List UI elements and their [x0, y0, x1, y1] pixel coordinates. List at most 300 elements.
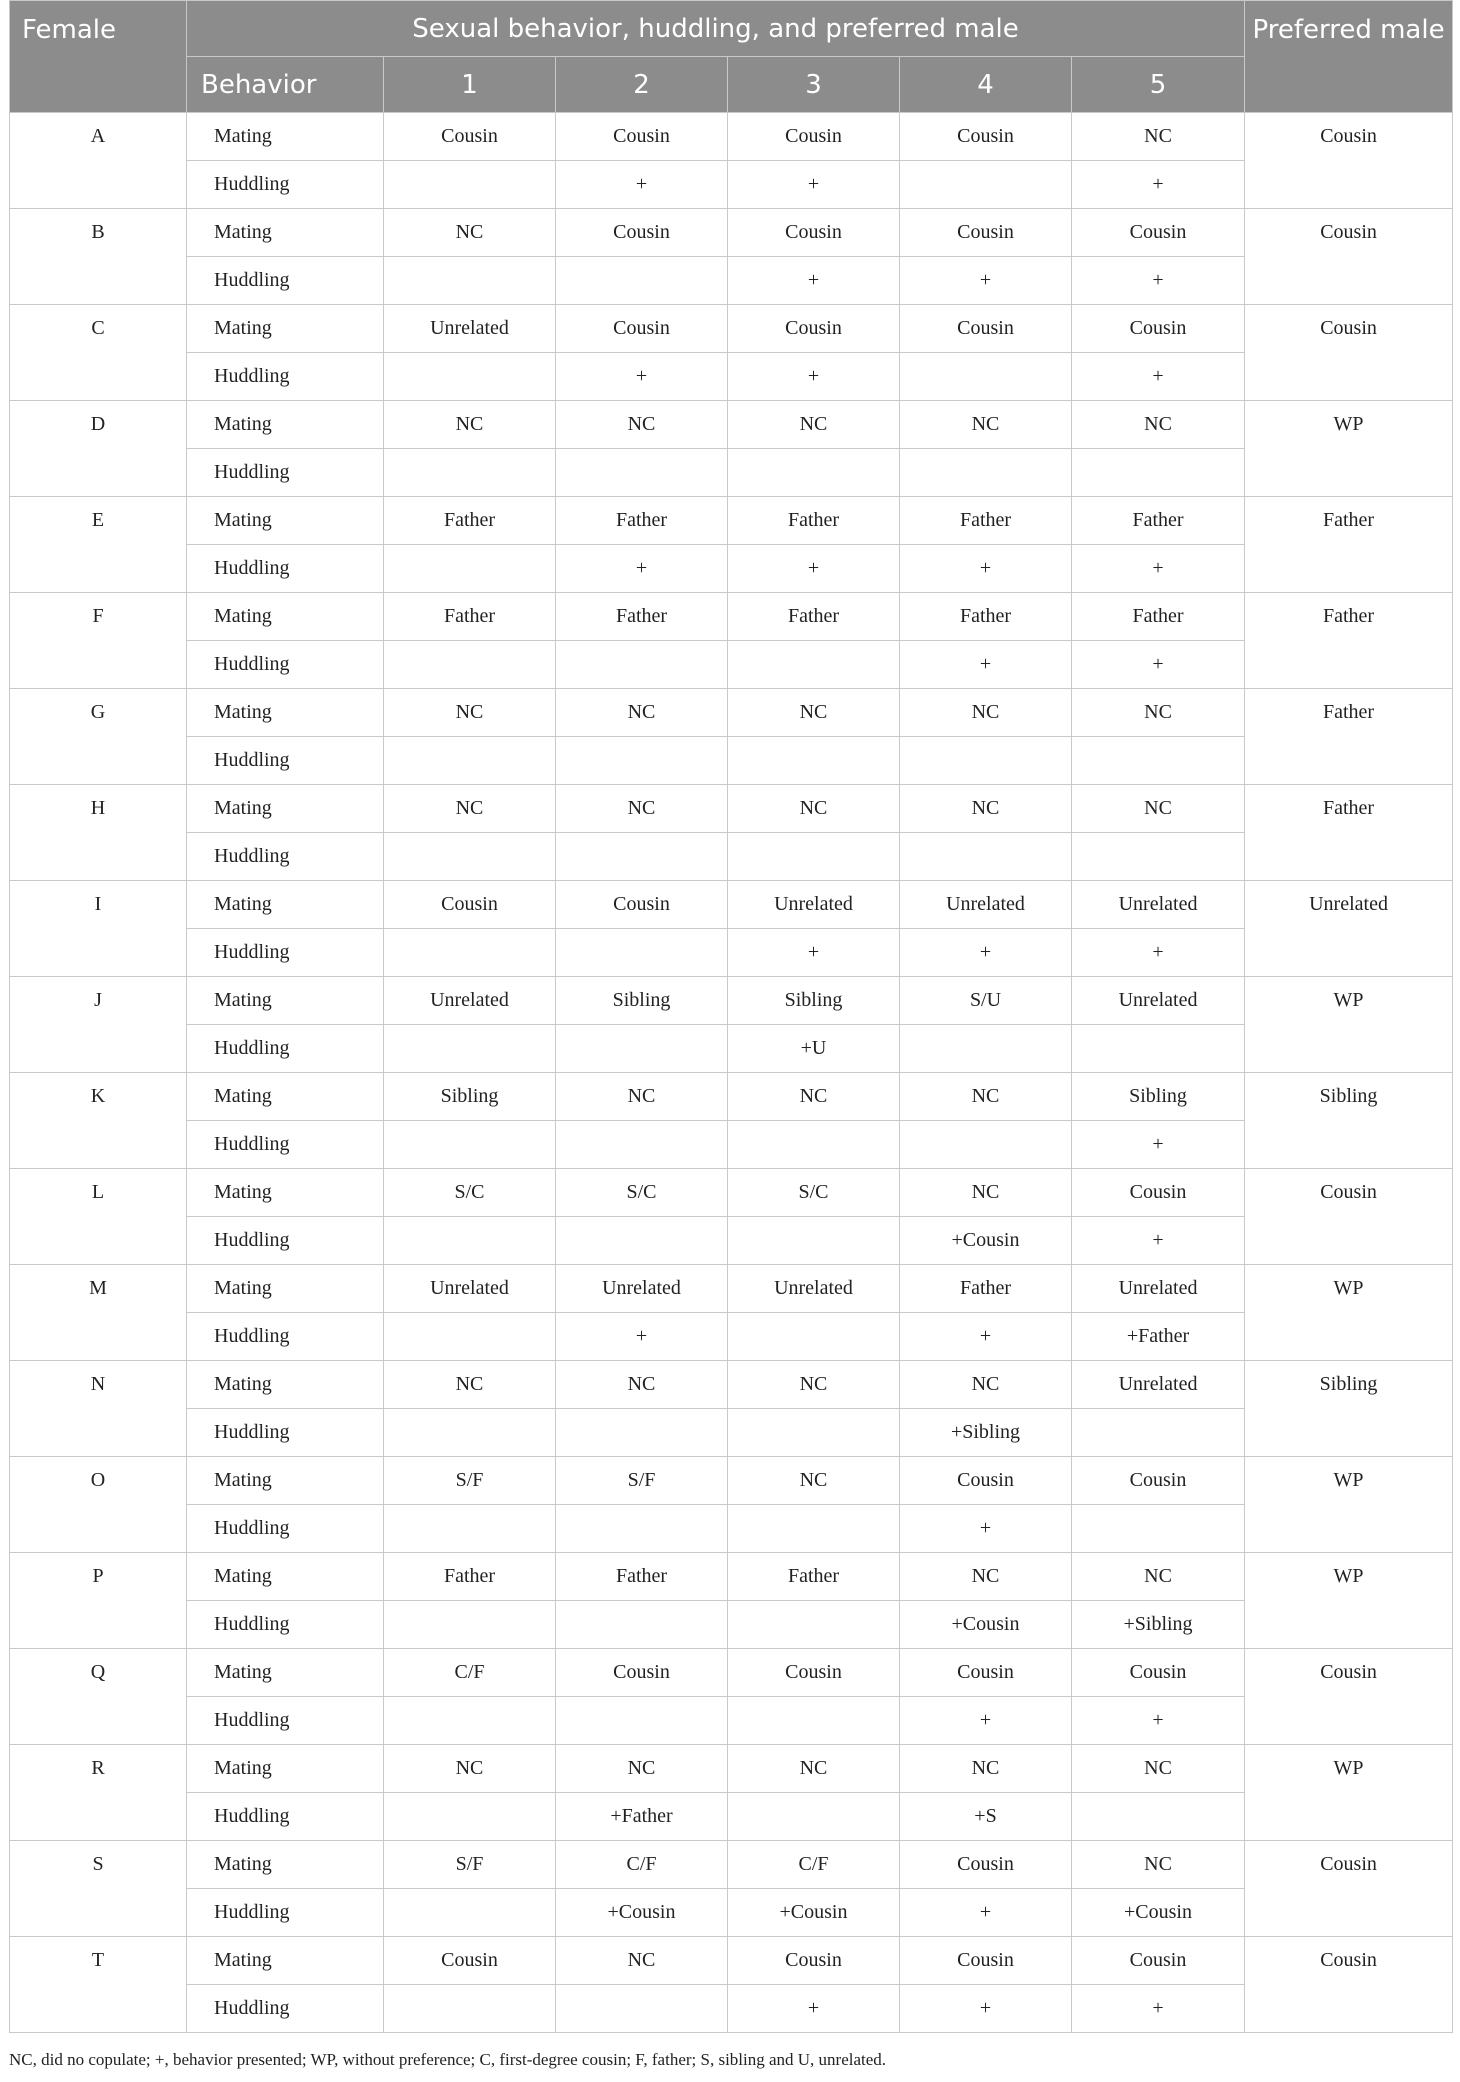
- mating-row: [10, 689, 1453, 737]
- mating-cell: Cousin: [556, 305, 728, 353]
- mating-cell: Cousin: [900, 305, 1072, 353]
- mating-cell: Unrelated: [1072, 1265, 1245, 1313]
- huddling-cell: +: [728, 929, 900, 977]
- huddling-cell: [384, 1985, 556, 2033]
- huddling-cell: [384, 1793, 556, 1841]
- behavior-label-cell: Mating: [187, 1745, 384, 1793]
- mating-cell: Unrelated: [384, 977, 556, 1025]
- mating-row: [10, 1169, 1453, 1217]
- behavior-label-cell: Huddling: [187, 353, 384, 401]
- preferred-male-cell: WP: [1245, 1745, 1453, 1841]
- huddling-cell: [900, 353, 1072, 401]
- huddling-cell: [384, 833, 556, 881]
- huddling-cell: +: [728, 353, 900, 401]
- mating-cell: Unrelated: [1072, 977, 1245, 1025]
- female-id-cell: E: [10, 497, 187, 593]
- mating-row: [10, 497, 1453, 545]
- huddling-cell: [556, 449, 728, 497]
- mating-row: [10, 593, 1453, 641]
- mating-cell: Cousin: [728, 1649, 900, 1697]
- huddling-cell: [728, 1697, 900, 1745]
- mating-cell: Father: [900, 593, 1072, 641]
- huddling-cell: +Sibling: [900, 1409, 1072, 1457]
- mating-cell: Unrelated: [728, 881, 900, 929]
- preferred-male-cell: Cousin: [1245, 1649, 1453, 1745]
- mating-cell: C/F: [384, 1649, 556, 1697]
- huddling-cell: [728, 1313, 900, 1361]
- huddling-cell: [384, 161, 556, 209]
- mating-row: [10, 1553, 1453, 1601]
- huddling-cell: +: [900, 545, 1072, 593]
- mating-row: [10, 1937, 1453, 1985]
- huddling-cell: +: [900, 257, 1072, 305]
- session-header: 3: [728, 57, 900, 113]
- huddling-cell: [728, 1121, 900, 1169]
- huddling-cell: [728, 1793, 900, 1841]
- mating-cell: NC: [900, 1745, 1072, 1793]
- mating-cell: NC: [728, 689, 900, 737]
- female-column-header: Female: [10, 1, 187, 113]
- huddling-cell: +: [1072, 1985, 1245, 2033]
- mating-cell: Father: [900, 497, 1072, 545]
- female-id-cell: C: [10, 305, 187, 401]
- huddling-cell: +: [1072, 641, 1245, 689]
- huddling-cell: +: [728, 257, 900, 305]
- mating-cell: Cousin: [1072, 209, 1245, 257]
- huddling-cell: +: [900, 1889, 1072, 1937]
- mating-cell: NC: [556, 1073, 728, 1121]
- mating-cell: S/F: [556, 1457, 728, 1505]
- mating-cell: NC: [384, 785, 556, 833]
- mating-cell: Cousin: [900, 1457, 1072, 1505]
- huddling-row: [10, 449, 1453, 497]
- preferred-male-cell: WP: [1245, 977, 1453, 1073]
- group-header: Sexual behavior, huddling, and preferred male: [187, 1, 1245, 57]
- huddling-row: [10, 1409, 1453, 1457]
- huddling-cell: [728, 449, 900, 497]
- huddling-cell: [728, 737, 900, 785]
- mating-cell: Cousin: [728, 1937, 900, 1985]
- behavior-label-cell: Mating: [187, 977, 384, 1025]
- mating-row: [10, 977, 1453, 1025]
- session-header: 5: [1072, 57, 1245, 113]
- behavior-label-cell: Mating: [187, 497, 384, 545]
- mating-cell: Cousin: [728, 113, 900, 161]
- huddling-row: [10, 1601, 1453, 1649]
- mating-cell: Unrelated: [384, 305, 556, 353]
- huddling-cell: [900, 161, 1072, 209]
- huddling-cell: [1072, 1409, 1245, 1457]
- mating-cell: S/C: [556, 1169, 728, 1217]
- female-id-cell: G: [10, 689, 187, 785]
- huddling-cell: +U: [728, 1025, 900, 1073]
- behavior-label-cell: Mating: [187, 785, 384, 833]
- header-row-sub: [10, 57, 1453, 113]
- female-id-cell: B: [10, 209, 187, 305]
- preferred-male-cell: WP: [1245, 1553, 1453, 1649]
- mating-cell: NC: [1072, 1841, 1245, 1889]
- huddling-cell: [556, 737, 728, 785]
- mating-cell: NC: [1072, 1553, 1245, 1601]
- huddling-cell: +: [1072, 1121, 1245, 1169]
- behavior-label-cell: Huddling: [187, 1793, 384, 1841]
- huddling-row: [10, 1121, 1453, 1169]
- huddling-cell: [900, 1121, 1072, 1169]
- mating-row: [10, 1457, 1453, 1505]
- huddling-cell: [1072, 1793, 1245, 1841]
- huddling-cell: [1072, 449, 1245, 497]
- behavior-column-header: Behavior: [187, 57, 384, 113]
- huddling-cell: [728, 1217, 900, 1265]
- huddling-cell: [1072, 833, 1245, 881]
- mating-cell: NC: [728, 1457, 900, 1505]
- behavior-label-cell: Huddling: [187, 161, 384, 209]
- session-header: 4: [900, 57, 1072, 113]
- preferred-male-cell: WP: [1245, 401, 1453, 497]
- mating-cell: Cousin: [900, 1841, 1072, 1889]
- huddling-cell: [384, 257, 556, 305]
- huddling-row: [10, 1217, 1453, 1265]
- mating-cell: Cousin: [1072, 1937, 1245, 1985]
- huddling-cell: [728, 1409, 900, 1457]
- mating-cell: Cousin: [900, 113, 1072, 161]
- mating-cell: Father: [384, 497, 556, 545]
- mating-cell: Unrelated: [728, 1265, 900, 1313]
- behavior-label-cell: Huddling: [187, 1025, 384, 1073]
- huddling-cell: +Cousin: [556, 1889, 728, 1937]
- mating-cell: Cousin: [728, 209, 900, 257]
- huddling-cell: [728, 641, 900, 689]
- huddling-cell: [384, 353, 556, 401]
- mating-cell: NC: [384, 1361, 556, 1409]
- behavior-label-cell: Mating: [187, 113, 384, 161]
- mating-cell: NC: [728, 1361, 900, 1409]
- mating-cell: Unrelated: [1072, 1361, 1245, 1409]
- behavior-label-cell: Huddling: [187, 1601, 384, 1649]
- huddling-cell: [900, 449, 1072, 497]
- mating-cell: NC: [1072, 1745, 1245, 1793]
- behavior-label-cell: Huddling: [187, 929, 384, 977]
- huddling-cell: +: [1072, 257, 1245, 305]
- mating-cell: NC: [1072, 401, 1245, 449]
- mating-cell: Sibling: [384, 1073, 556, 1121]
- mating-cell: Sibling: [728, 977, 900, 1025]
- huddling-cell: [556, 1121, 728, 1169]
- mating-row: [10, 1265, 1453, 1313]
- huddling-cell: [384, 1697, 556, 1745]
- huddling-row: [10, 1985, 1453, 2033]
- huddling-cell: [556, 1697, 728, 1745]
- behavior-label-cell: Huddling: [187, 449, 384, 497]
- behavior-label-cell: Mating: [187, 593, 384, 641]
- female-id-cell: N: [10, 1361, 187, 1457]
- mating-cell: NC: [900, 689, 1072, 737]
- huddling-cell: +: [556, 1313, 728, 1361]
- mating-cell: Cousin: [728, 305, 900, 353]
- female-id-cell: S: [10, 1841, 187, 1937]
- mating-cell: NC: [384, 1745, 556, 1793]
- huddling-cell: [384, 1505, 556, 1553]
- mating-cell: Unrelated: [1072, 881, 1245, 929]
- mating-cell: NC: [728, 1745, 900, 1793]
- table-container: [9, 0, 1452, 2033]
- huddling-row: [10, 1505, 1453, 1553]
- huddling-cell: +Sibling: [1072, 1601, 1245, 1649]
- huddling-cell: [384, 1025, 556, 1073]
- mating-cell: NC: [1072, 113, 1245, 161]
- mating-cell: Cousin: [556, 209, 728, 257]
- mating-row: [10, 1649, 1453, 1697]
- mating-cell: C/F: [728, 1841, 900, 1889]
- preferred-male-cell: Cousin: [1245, 1841, 1453, 1937]
- huddling-cell: +: [900, 1985, 1072, 2033]
- session-header: 1: [384, 57, 556, 113]
- mating-cell: Cousin: [384, 881, 556, 929]
- mating-row: [10, 785, 1453, 833]
- huddling-cell: +: [556, 161, 728, 209]
- mating-cell: Father: [384, 593, 556, 641]
- huddling-cell: [556, 257, 728, 305]
- huddling-row: [10, 353, 1453, 401]
- session-header: 2: [556, 57, 728, 113]
- behavior-label-cell: Huddling: [187, 257, 384, 305]
- mating-cell: NC: [384, 401, 556, 449]
- huddling-cell: +: [728, 161, 900, 209]
- mating-cell: NC: [1072, 785, 1245, 833]
- behavior-label-cell: Mating: [187, 1553, 384, 1601]
- huddling-cell: [384, 737, 556, 785]
- behavior-label-cell: Mating: [187, 1457, 384, 1505]
- mating-cell: Cousin: [556, 113, 728, 161]
- huddling-cell: [728, 833, 900, 881]
- mating-row: [10, 1361, 1453, 1409]
- huddling-cell: +: [900, 1697, 1072, 1745]
- mating-cell: NC: [728, 1073, 900, 1121]
- preferred-male-cell: Sibling: [1245, 1361, 1453, 1457]
- mating-cell: Cousin: [900, 209, 1072, 257]
- huddling-cell: [1072, 1025, 1245, 1073]
- huddling-cell: [556, 641, 728, 689]
- huddling-cell: [384, 1217, 556, 1265]
- mating-cell: Cousin: [1072, 1457, 1245, 1505]
- mating-row: [10, 209, 1453, 257]
- preferred-male-cell: Cousin: [1245, 113, 1453, 209]
- mating-cell: NC: [900, 1073, 1072, 1121]
- huddling-cell: [384, 929, 556, 977]
- mating-cell: Father: [1072, 497, 1245, 545]
- behavior-label-cell: Huddling: [187, 1505, 384, 1553]
- huddling-cell: +: [900, 929, 1072, 977]
- female-id-cell: F: [10, 593, 187, 689]
- female-id-cell: P: [10, 1553, 187, 1649]
- behavior-table: [9, 0, 1453, 2033]
- mating-row: [10, 1073, 1453, 1121]
- behavior-label-cell: Huddling: [187, 545, 384, 593]
- mating-cell: NC: [556, 1745, 728, 1793]
- female-id-cell: A: [10, 113, 187, 209]
- huddling-cell: [384, 1121, 556, 1169]
- behavior-label-cell: Huddling: [187, 833, 384, 881]
- huddling-cell: [900, 1025, 1072, 1073]
- huddling-cell: +Cousin: [1072, 1889, 1245, 1937]
- female-id-cell: K: [10, 1073, 187, 1169]
- table-header: [10, 1, 1453, 113]
- preferred-male-cell: Cousin: [1245, 209, 1453, 305]
- huddling-cell: +: [900, 1505, 1072, 1553]
- mating-cell: NC: [1072, 689, 1245, 737]
- behavior-label-cell: Mating: [187, 1073, 384, 1121]
- huddling-row: [10, 641, 1453, 689]
- mating-cell: S/F: [384, 1841, 556, 1889]
- mating-cell: Cousin: [1072, 1649, 1245, 1697]
- huddling-cell: [556, 1985, 728, 2033]
- mating-cell: Cousin: [900, 1649, 1072, 1697]
- huddling-cell: [900, 833, 1072, 881]
- table-body: [10, 113, 1453, 2033]
- huddling-cell: +: [1072, 545, 1245, 593]
- huddling-cell: +Father: [556, 1793, 728, 1841]
- mating-cell: S/C: [384, 1169, 556, 1217]
- mating-cell: Cousin: [900, 1937, 1072, 1985]
- mating-cell: NC: [900, 785, 1072, 833]
- huddling-cell: +: [900, 1313, 1072, 1361]
- mating-cell: Father: [728, 1553, 900, 1601]
- behavior-label-cell: Huddling: [187, 1985, 384, 2033]
- behavior-label-cell: Mating: [187, 881, 384, 929]
- huddling-row: [10, 161, 1453, 209]
- huddling-cell: +: [1072, 929, 1245, 977]
- mating-cell: Unrelated: [900, 881, 1072, 929]
- huddling-row: [10, 833, 1453, 881]
- mating-cell: NC: [384, 209, 556, 257]
- mating-cell: NC: [384, 689, 556, 737]
- female-id-cell: L: [10, 1169, 187, 1265]
- mating-cell: NC: [728, 401, 900, 449]
- behavior-label-cell: Mating: [187, 689, 384, 737]
- huddling-cell: [556, 1217, 728, 1265]
- preferred-male-cell: Sibling: [1245, 1073, 1453, 1169]
- mating-cell: NC: [556, 1361, 728, 1409]
- huddling-cell: [384, 545, 556, 593]
- mating-cell: NC: [900, 401, 1072, 449]
- female-id-cell: M: [10, 1265, 187, 1361]
- female-id-cell: O: [10, 1457, 187, 1553]
- mating-cell: Cousin: [384, 113, 556, 161]
- mating-cell: Unrelated: [556, 1265, 728, 1313]
- behavior-label-cell: Mating: [187, 1361, 384, 1409]
- huddling-cell: +Father: [1072, 1313, 1245, 1361]
- huddling-cell: +S: [900, 1793, 1072, 1841]
- huddling-cell: [728, 1601, 900, 1649]
- preferred-male-cell: Father: [1245, 497, 1453, 593]
- preferred-male-cell: Cousin: [1245, 305, 1453, 401]
- behavior-label-cell: Huddling: [187, 737, 384, 785]
- mating-cell: Cousin: [556, 1649, 728, 1697]
- behavior-label-cell: Mating: [187, 401, 384, 449]
- behavior-label-cell: Huddling: [187, 1217, 384, 1265]
- huddling-row: [10, 257, 1453, 305]
- behavior-label-cell: Huddling: [187, 1121, 384, 1169]
- mating-cell: NC: [728, 785, 900, 833]
- behavior-label-cell: Huddling: [187, 641, 384, 689]
- mating-row: [10, 401, 1453, 449]
- huddling-cell: +Cousin: [728, 1889, 900, 1937]
- mating-cell: S/F: [384, 1457, 556, 1505]
- huddling-cell: [556, 1505, 728, 1553]
- mating-cell: NC: [556, 689, 728, 737]
- behavior-label-cell: Mating: [187, 305, 384, 353]
- mating-cell: Father: [556, 497, 728, 545]
- huddling-cell: +: [556, 545, 728, 593]
- mating-cell: Father: [1072, 593, 1245, 641]
- huddling-cell: +: [728, 1985, 900, 2033]
- mating-cell: Father: [556, 593, 728, 641]
- mating-cell: NC: [900, 1169, 1072, 1217]
- huddling-cell: +: [900, 641, 1072, 689]
- mating-cell: Father: [728, 593, 900, 641]
- huddling-cell: [384, 1601, 556, 1649]
- huddling-cell: [556, 1025, 728, 1073]
- mating-cell: Cousin: [1072, 1169, 1245, 1217]
- female-id-cell: T: [10, 1937, 187, 2033]
- huddling-cell: [556, 1601, 728, 1649]
- huddling-cell: +: [1072, 1217, 1245, 1265]
- mating-cell: Father: [728, 497, 900, 545]
- behavior-label-cell: Huddling: [187, 1313, 384, 1361]
- behavior-label-cell: Mating: [187, 1841, 384, 1889]
- huddling-cell: +: [1072, 161, 1245, 209]
- preferred-male-cell: Father: [1245, 785, 1453, 881]
- table-footnote: NC, did no copulate; +, behavior presented; WP, without preference; C, first-degree cousin; F, father; S, sibling and U, unrelated.: [9, 2050, 887, 2069]
- huddling-cell: [1072, 737, 1245, 785]
- huddling-cell: [384, 641, 556, 689]
- huddling-row: [10, 545, 1453, 593]
- preferred-male-cell: Father: [1245, 689, 1453, 785]
- mating-row: [10, 881, 1453, 929]
- behavior-label-cell: Mating: [187, 1169, 384, 1217]
- preferred-male-cell: Cousin: [1245, 1937, 1453, 2033]
- mating-cell: Cousin: [1072, 305, 1245, 353]
- huddling-cell: [900, 737, 1072, 785]
- mating-cell: C/F: [556, 1841, 728, 1889]
- mating-cell: Cousin: [384, 1937, 556, 1985]
- huddling-row: [10, 929, 1453, 977]
- huddling-cell: +: [556, 353, 728, 401]
- female-id-cell: J: [10, 977, 187, 1073]
- female-id-cell: I: [10, 881, 187, 977]
- huddling-row: [10, 1313, 1453, 1361]
- huddling-cell: +: [728, 545, 900, 593]
- huddling-row: [10, 1793, 1453, 1841]
- mating-cell: S/U: [900, 977, 1072, 1025]
- huddling-cell: [384, 449, 556, 497]
- female-id-cell: R: [10, 1745, 187, 1841]
- preferred-male-cell: WP: [1245, 1457, 1453, 1553]
- female-id-cell: D: [10, 401, 187, 497]
- behavior-label-cell: Mating: [187, 1937, 384, 1985]
- header-row-top: [10, 1, 1453, 57]
- preferred-male-cell: Father: [1245, 593, 1453, 689]
- mating-row: [10, 1745, 1453, 1793]
- huddling-cell: +: [1072, 1697, 1245, 1745]
- behavior-label-cell: Huddling: [187, 1697, 384, 1745]
- behavior-label-cell: Huddling: [187, 1409, 384, 1457]
- huddling-cell: +: [1072, 353, 1245, 401]
- huddling-cell: [1072, 1505, 1245, 1553]
- huddling-cell: +Cousin: [900, 1601, 1072, 1649]
- behavior-label-cell: Mating: [187, 209, 384, 257]
- mating-row: [10, 305, 1453, 353]
